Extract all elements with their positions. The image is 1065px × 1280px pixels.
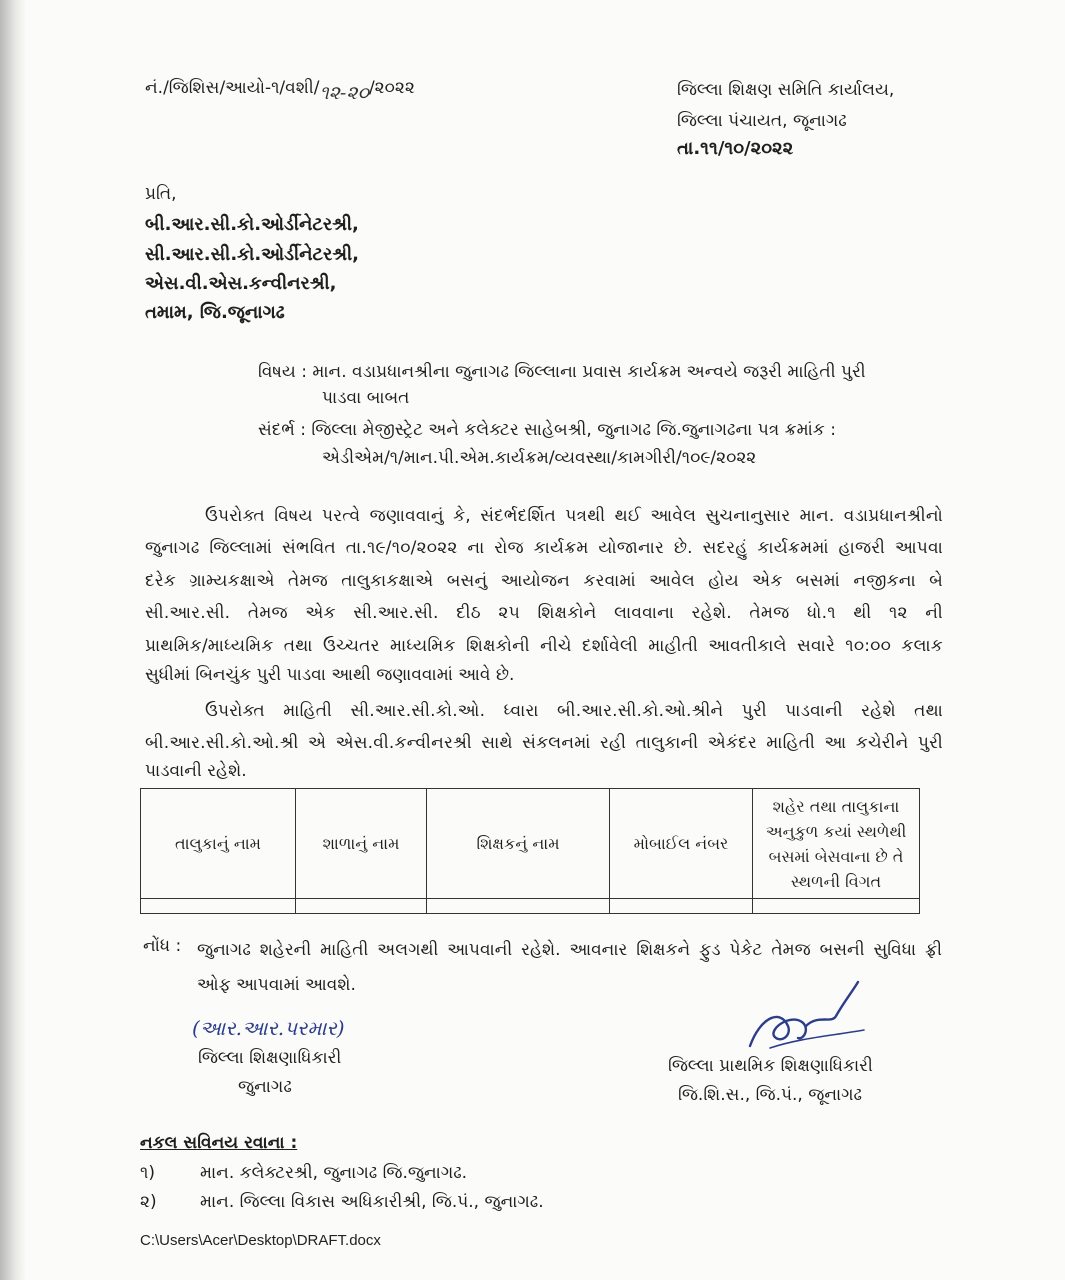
table-cell xyxy=(141,899,296,914)
note-line-1: જુનાગઢ શહેરની માહિતી અલગથી આપવાની રહેશે. આવનાર શિક્ષકને ફુડ પેકેટ તેમજ બસની સુવિધા ફ્રી xyxy=(197,940,942,960)
ref-number-text: નં./જિશિસ/આયો-૧/વશી/ xyxy=(145,78,320,98)
table-cell xyxy=(610,899,753,914)
subject-line-2: પાડવા બાબત xyxy=(322,388,410,408)
table-cell xyxy=(753,899,920,914)
para1-line: સી.આર.સી. તેમજ એક સી.આર.સી. દીઠ ૨૫ શિક્ષકોને લાવવાના રહેશે. તેમજ ધો.૧ થી ૧૨ ની xyxy=(145,603,943,623)
copy-item-number: ૨) xyxy=(140,1192,157,1212)
left-handwritten-signature: (આર.આર.પરમાર) xyxy=(192,1016,345,1040)
column-header-teacher: શિક્ષકનું નામ xyxy=(427,789,610,899)
copy-heading: નકલ સવિનય રવાના : xyxy=(140,1133,298,1153)
table-cell xyxy=(427,899,610,914)
right-signatory-place: જિ.શિ.સ., જિ.પં., જૂનાગઢ xyxy=(678,1085,863,1105)
prati-label: પ્રતિ, xyxy=(145,184,177,204)
recipient-line: બી.આર.સી.કો.ઓર્ડીનેટરશ્રી, xyxy=(145,214,359,235)
para1-line: જુનાગઢ જિલ્લામાં સંભવિત તા.૧૯/૧૦/૨૦૨૨ ના રોજ કાર્યક્રમ યોજાનાર છે. સદરહું કાર્યક્રમમાં હાજરી આપવા xyxy=(145,538,943,558)
para1-line: ઉપરોક્ત વિષય પરત્વે જણાવવાનું કે, સંદર્ભદર્શિત પત્રથી થઈ આવેલ સુચનાનુસાર માન. વડાપ્રધાનશ્રીનો xyxy=(205,506,943,526)
left-signatory-place: જુનાગઢ xyxy=(238,1077,292,1097)
scan-edge-shadow xyxy=(0,0,26,1280)
column-header-pickup-location xyxy=(753,789,920,899)
left-signatory-title: જિલ્લા શિક્ષણાધિકારી xyxy=(198,1048,342,1068)
table-cell xyxy=(296,899,427,914)
column-header-mobile: મોબાઈલ નંબર xyxy=(610,789,753,899)
right-signatory-title: જિલ્લા પ્રાથમિક શિક્ષણાધિકારી xyxy=(668,1056,873,1076)
table-header-row xyxy=(141,789,920,899)
teacher-info-table xyxy=(140,788,920,914)
header-line: સ્થળની વિગત xyxy=(790,871,882,891)
note-label: નોંધ : xyxy=(143,936,182,956)
subject-line-1: વિષય : માન. વડાપ્રધાનશ્રીના જુનાગઢ જિલ્લાના પ્રવાસ કાર્યક્રમ અન્વયે જરૂરી માહિતી પુરી xyxy=(258,362,866,382)
copy-item-number: ૧) xyxy=(140,1163,155,1183)
recipient-line: સી.આર.સી.કો.ઓર્ડીનેટરશ્રી, xyxy=(145,244,359,265)
office-line-2: જિલ્લા પંચાયત, જૂનાગઢ xyxy=(677,111,847,131)
header-line: અનુકુળ કયાં સ્થળેથી xyxy=(765,821,907,841)
recipient-line: તમામ, જિ.જૂનાગઢ xyxy=(145,302,285,323)
copy-item-text: માન. જિલ્લા વિકાસ અધિકારીશ્રી, જિ.પં., જુનાગઢ. xyxy=(200,1192,544,1212)
office-line-1: જિલ્લા શિક્ષણ સમિતિ કાર્યાલય, xyxy=(677,80,895,100)
right-signature-scribble-icon xyxy=(740,978,870,1058)
letter-date: તા.૧૧/૧૦/૨૦૨૨ xyxy=(677,138,794,159)
para2-line: ઉપરોક્ત માહિતી સી.આર.સી.કો.ઓ. ધ્વારા બી.આર.સી.કો.ઓ.શ્રીને પુરી પાડવાની રહેશે તથા xyxy=(205,701,943,721)
para1-line: પ્રાથમિક/માધ્યમિક તથા ઉચ્ચતર માધ્યમિક શિક્ષકોની નીચે દર્શાવેલી માહીતી આવતીકાલે સવારે ૧૦:૦૦ કલાક xyxy=(145,636,943,656)
reference-line-2: એડીએમ/૧/માન.પી.એમ.કાર્યક્રમ/વ્યવસ્થા/કામગીરી/૧૦૯/૨૦૨૨ xyxy=(322,448,757,468)
para2-line: બી.આર.સી.કો.ઓ.શ્રી એ એસ.વી.કન્વીનરશ્રી સાથે સંકલનમાં રહી તાલુકાની એકંદર માહિતી આ કચેરીને પુરી xyxy=(145,733,943,753)
table-row xyxy=(141,899,920,914)
para1-line-last: સુધીમાં બિનચુંક પુરી પાડવા આથી જણાવવામાં આવે છે. xyxy=(145,665,515,685)
document-file-path: C:\Users\Acer\Desktop\DRAFT.docx xyxy=(140,1232,381,1249)
ref-handwritten-number: ૧૨-૨૦ xyxy=(319,82,369,104)
column-header-school: શાળાનું નામ xyxy=(296,789,427,899)
column-header-taluka: તાલુકાનું નામ xyxy=(141,789,296,899)
recipient-line: એસ.વી.એસ.કન્વીનરશ્રી, xyxy=(145,273,337,294)
para2-line-last: પાડવાની રહેશે. xyxy=(145,761,247,781)
para1-line: દરેક ગ્રામ્યકક્ષાએ તેમજ તાલુકાકક્ષાએ બસનું આયોજન કરવામાં આવેલ હોય એક બસમાં નજીકના બે xyxy=(145,571,943,591)
reference-line-1: સંદર્ભ : જિલ્લા મેજીસ્ટ્રેટ અને કલેક્ટર સાહેબશ્રી, જુનાગઢ જિ.જુનાગઢના પત્ર ક્રમાંક : xyxy=(258,420,836,440)
copy-item-text: માન. કલેક્ટરશ્રી, જુનાગઢ જિ.જુનાગઢ. xyxy=(200,1163,468,1183)
header-line: બસમાં બેસવાના છે તે xyxy=(768,846,904,866)
ref-year: /૨૦૨૨ xyxy=(368,78,415,98)
reference-number xyxy=(145,76,415,104)
note-line-2: ઓફ આપવામાં આવશે. xyxy=(197,975,356,995)
header-line: શહેર તથા તાલુકાના xyxy=(772,796,900,816)
